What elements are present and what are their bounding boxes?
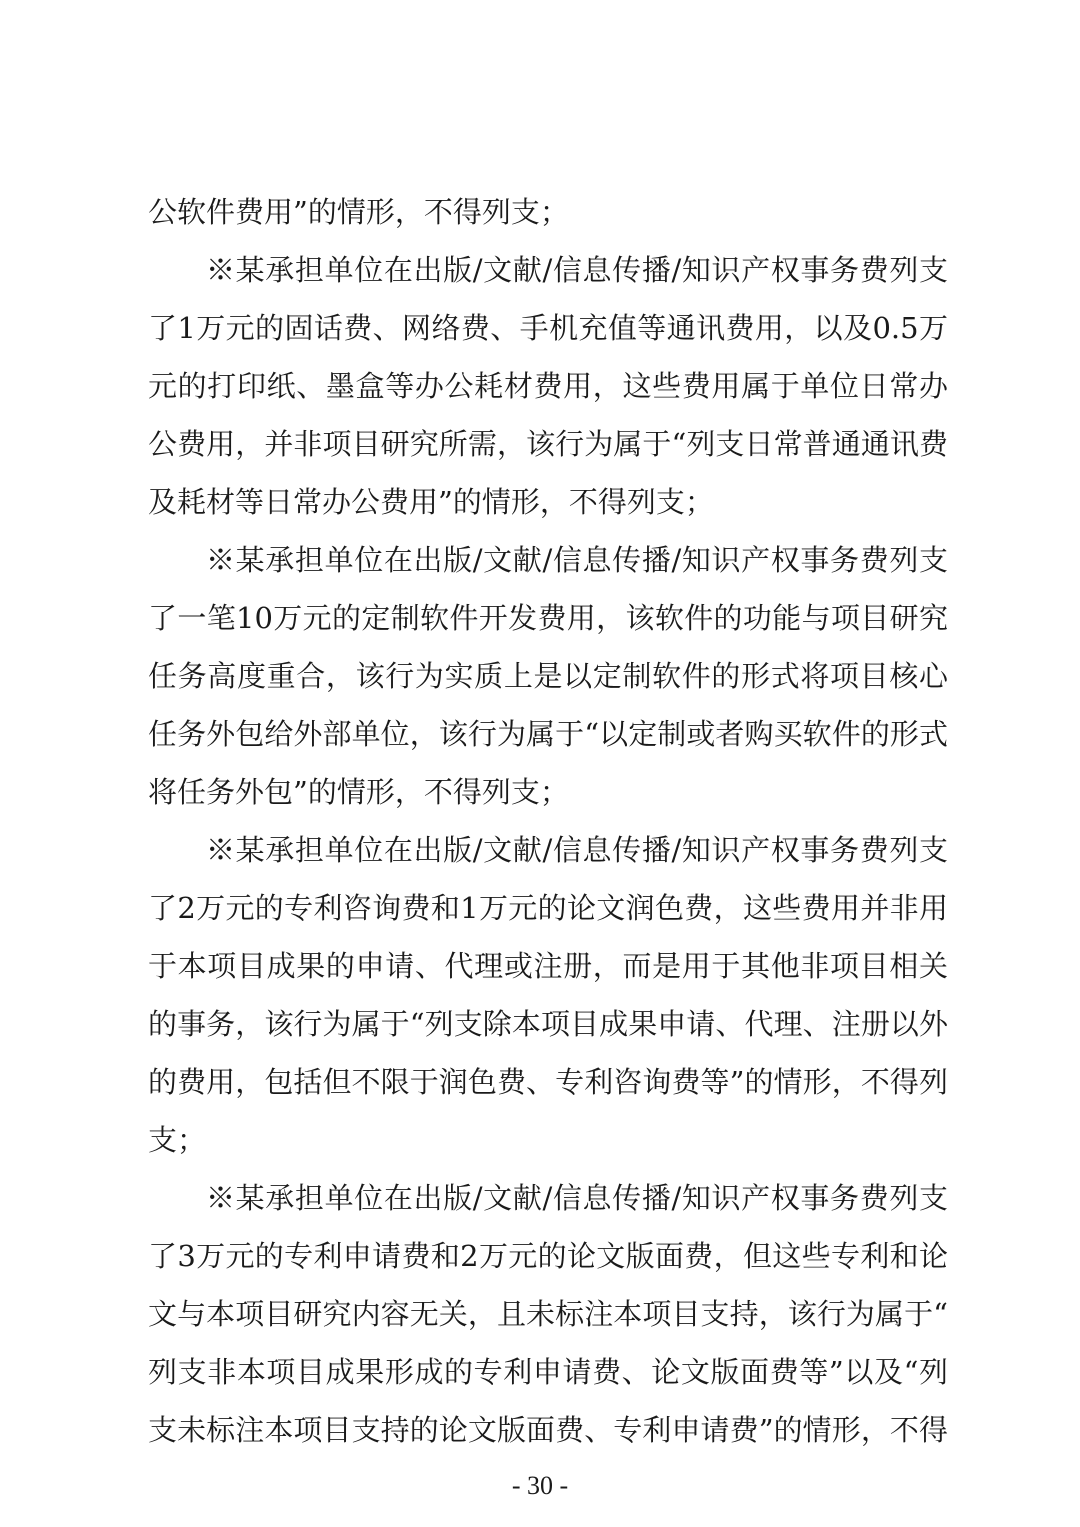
text-line: 了2万元的专利咨询费和1万元的论文润色费，这些费用并非用 <box>148 891 948 925</box>
page-number: - 30 - <box>511 1471 569 1500</box>
text-line: 任务外包给外部单位，该行为属于“以定制或者购买软件的形式 <box>148 717 948 751</box>
text-line: 元的打印纸、墨盒等办公耗材费用，这些费用属于单位日常办 <box>148 369 948 403</box>
text-line: 的事务，该行为属于“列支除本项目成果申请、代理、注册以外 <box>148 1007 948 1041</box>
text-line: 列支非本项目成果形成的专利申请费、论文版面费等”以及“列 <box>148 1355 948 1389</box>
text-line: 了3万元的专利申请费和2万元的论文版面费，但这些专利和论 <box>148 1239 948 1273</box>
text-line: 任务高度重合，该行为实质上是以定制软件的形式将项目核心 <box>148 659 948 693</box>
text-line: 支； <box>148 1123 207 1157</box>
text-line: 文与本项目研究内容无关，且未标注本项目支持，该行为属于“ <box>148 1297 948 1331</box>
text-line: 了1万元的固话费、网络费、手机充值等通讯费用，以及0.5万 <box>148 311 948 345</box>
text-line: 公费用，并非项目研究所需，该行为属于“列支日常普通通讯费 <box>148 427 948 461</box>
text-line: 将任务外包”的情形，不得列支； <box>148 775 569 809</box>
text-line: ※某承担单位在出版/文献/信息传播/知识产权事务费列支 <box>206 253 948 287</box>
text-line: ※某承担单位在出版/文献/信息传播/知识产权事务费列支 <box>206 543 948 577</box>
text-line: ※某承担单位在出版/文献/信息传播/知识产权事务费列支 <box>206 1181 948 1215</box>
text-line: 的费用，包括但不限于润色费、专利咨询费等”的情形，不得列 <box>148 1065 948 1099</box>
text-line: 于本项目成果的申请、代理或注册，而是用于其他非项目相关 <box>148 949 948 983</box>
text-line: 及耗材等日常办公费用”的情形，不得列支； <box>148 485 714 519</box>
text-line: ※某承担单位在出版/文献/信息传播/知识产权事务费列支 <box>206 833 948 867</box>
text-line: 支未标注本项目支持的论文版面费、专利申请费”的情形，不得 <box>148 1413 948 1447</box>
text-line: 公软件费用”的情形，不得列支； <box>148 195 569 229</box>
text-line: 了一笔10万元的定制软件开发费用，该软件的功能与项目研究 <box>148 601 948 635</box>
